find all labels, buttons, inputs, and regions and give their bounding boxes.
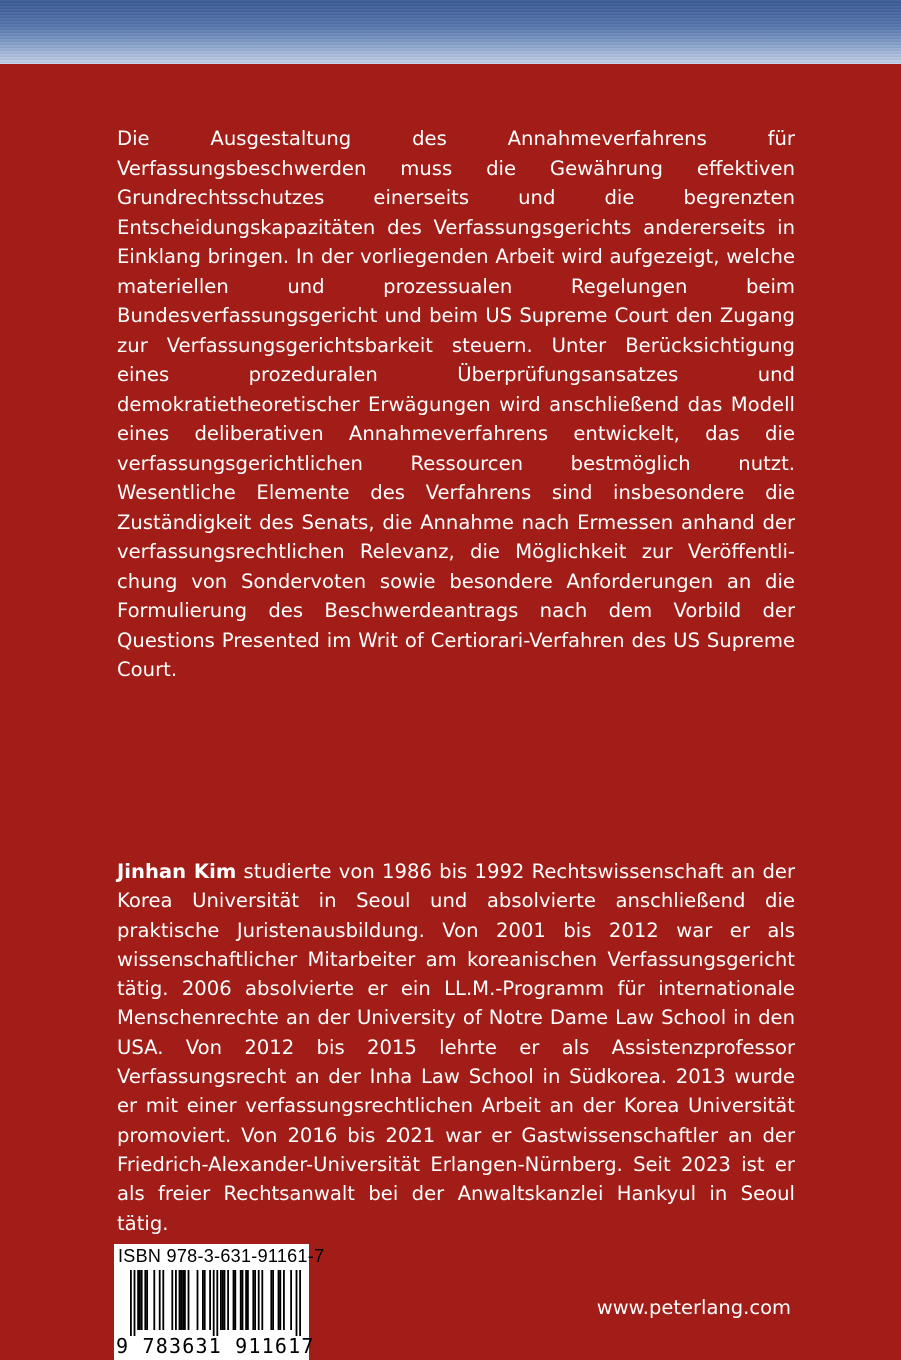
- barcode-bar: [227, 1270, 229, 1330]
- barcode-bar: [283, 1270, 285, 1330]
- barcode-bar: [290, 1270, 292, 1330]
- author-name: Jinhan Kim: [117, 860, 237, 883]
- barcode-bar: [184, 1270, 186, 1330]
- barcode-bar: [202, 1270, 204, 1330]
- barcode-bar: [258, 1270, 260, 1330]
- isbn-barcode-box: [114, 1244, 325, 1360]
- barcode-bar: [137, 1270, 139, 1330]
- publisher-website: www.peterlang.com: [596, 1296, 791, 1319]
- barcode-bar: [220, 1270, 222, 1330]
- barcode-bar: [242, 1270, 244, 1330]
- barcode-bar: [179, 1270, 181, 1330]
- barcode-bar: [134, 1270, 136, 1336]
- barcode-bar: [162, 1270, 164, 1330]
- barcode-digits: 9 783631 911617: [116, 1334, 315, 1358]
- barcode-bar: [197, 1270, 199, 1330]
- barcode-bar: [299, 1270, 301, 1336]
- top-color-band: [0, 0, 901, 64]
- barcode-bar: [272, 1270, 274, 1330]
- barcode-bar: [222, 1270, 224, 1330]
- barcode-bar: [141, 1270, 143, 1330]
- author-biography: [117, 857, 795, 1238]
- barcode-bar: [146, 1270, 148, 1330]
- barcode-bar: [224, 1270, 226, 1330]
- barcode-bar: [252, 1270, 254, 1330]
- barcode-bar: [216, 1270, 218, 1336]
- barcode-bar: [182, 1270, 184, 1330]
- barcode-bar: [247, 1270, 249, 1330]
- barcode-bar: [175, 1270, 177, 1330]
- barcode-bar: [209, 1270, 211, 1330]
- barcode-bar: [261, 1270, 263, 1330]
- barcode-bar: [171, 1270, 173, 1330]
- barcode-bar: [180, 1270, 182, 1330]
- barcode-graphic: [130, 1270, 320, 1336]
- barcode-bar: [296, 1270, 298, 1336]
- barcode-bar: [139, 1270, 141, 1330]
- barcode-bar: [130, 1270, 132, 1336]
- barcode-bar: [153, 1270, 155, 1330]
- author-bio-text: studierte von 1986 bis 1992 Rechtswissenschaft an der Korea Universität in Seoul und absolvierte anschließend die praktische Juristenausbildung. Von 2001 bis 2012 war er als wissenschaftlicher Mitarbeiter am koreanischen Verfassungsgericht tätig. 2006 absolvierte er ein LL.M.-Programm für internationale Menschenrechte an der University of Notre Dame Law School in den USA. Von 2012 bis 2015 lehrte er als Assistenzprofessor Verfassungsrecht an der Inha Law School in Südkorea. 2013 wurde er mit einer verfassungsrechtlichen Arbeit an der Korea Universität promoviert. Von 2016 bis 2021 war er Gastwissenschaftler an der Friedrich-Alexander-Universität Erlangen-Nürnberg. Seit 2023 ist er als freier Rechtsanwalt bei der Anwaltskanzlei Hankyul in Seoul tätig.: [117, 860, 796, 1235]
- barcode-bar: [159, 1270, 161, 1330]
- barcode-bar: [204, 1270, 206, 1330]
- barcode-bar: [240, 1270, 242, 1330]
- barcode-bar: [245, 1270, 247, 1330]
- barcode-bar: [270, 1270, 272, 1330]
- barcode-bar: [254, 1270, 256, 1330]
- isbn-label: ISBN 978-3-631-91161-7: [118, 1246, 325, 1266]
- book-description: Die Ausgestaltung des Annahmeverfahrens für Verfassungsbeschwerden muss die Gewährung effektiven Grundrechtsschutzes einerseits und die begrenzten Entscheidungskapazitäten des Verfassungsgerichts andererseits in Einklang bringen. In der vorliegenden Arbeit wird aufgezeigt, welche materiellen und prozessualen Regelungen beim Bundesverfassungsgericht und beim US Supreme Court den Zugang zur Verfassungsgerichtsbarkeit steuern. Unter Berücksichtigung eines prozeduralen Überprüfungsansatzes und demokratietheoretischer Erwägungen wird anschließend das Modell eines deliberativen Annahmeverfahrens entwickelt, das die verfassungsgerichtlichen Ressourcen bestmöglich nutzt. Wesentliche Elemente des Verfahrens sind insbesondere die Zuständigkeit des Senats, die Annahme nach Ermessen anhand der verfassungsrechtlichen Relevanz, die Möglichkeit zur Veröffentlichung von Sondervoten sowie besondere Anforderungen an die Formulierung des Beschwerdeantrags nach dem Vorbild der Questions Presented im Writ of Certiorari-Verfahren des US Supreme Court.: [117, 127, 795, 681]
- barcode-bar: [213, 1270, 215, 1336]
- barcode-bar: [234, 1270, 236, 1330]
- barcode-bar: [233, 1270, 235, 1330]
- barcode-bar: [144, 1270, 146, 1330]
- barcode-bar: [278, 1270, 280, 1330]
- barcode-bar: [188, 1270, 190, 1330]
- barcode-bar: [279, 1270, 281, 1330]
